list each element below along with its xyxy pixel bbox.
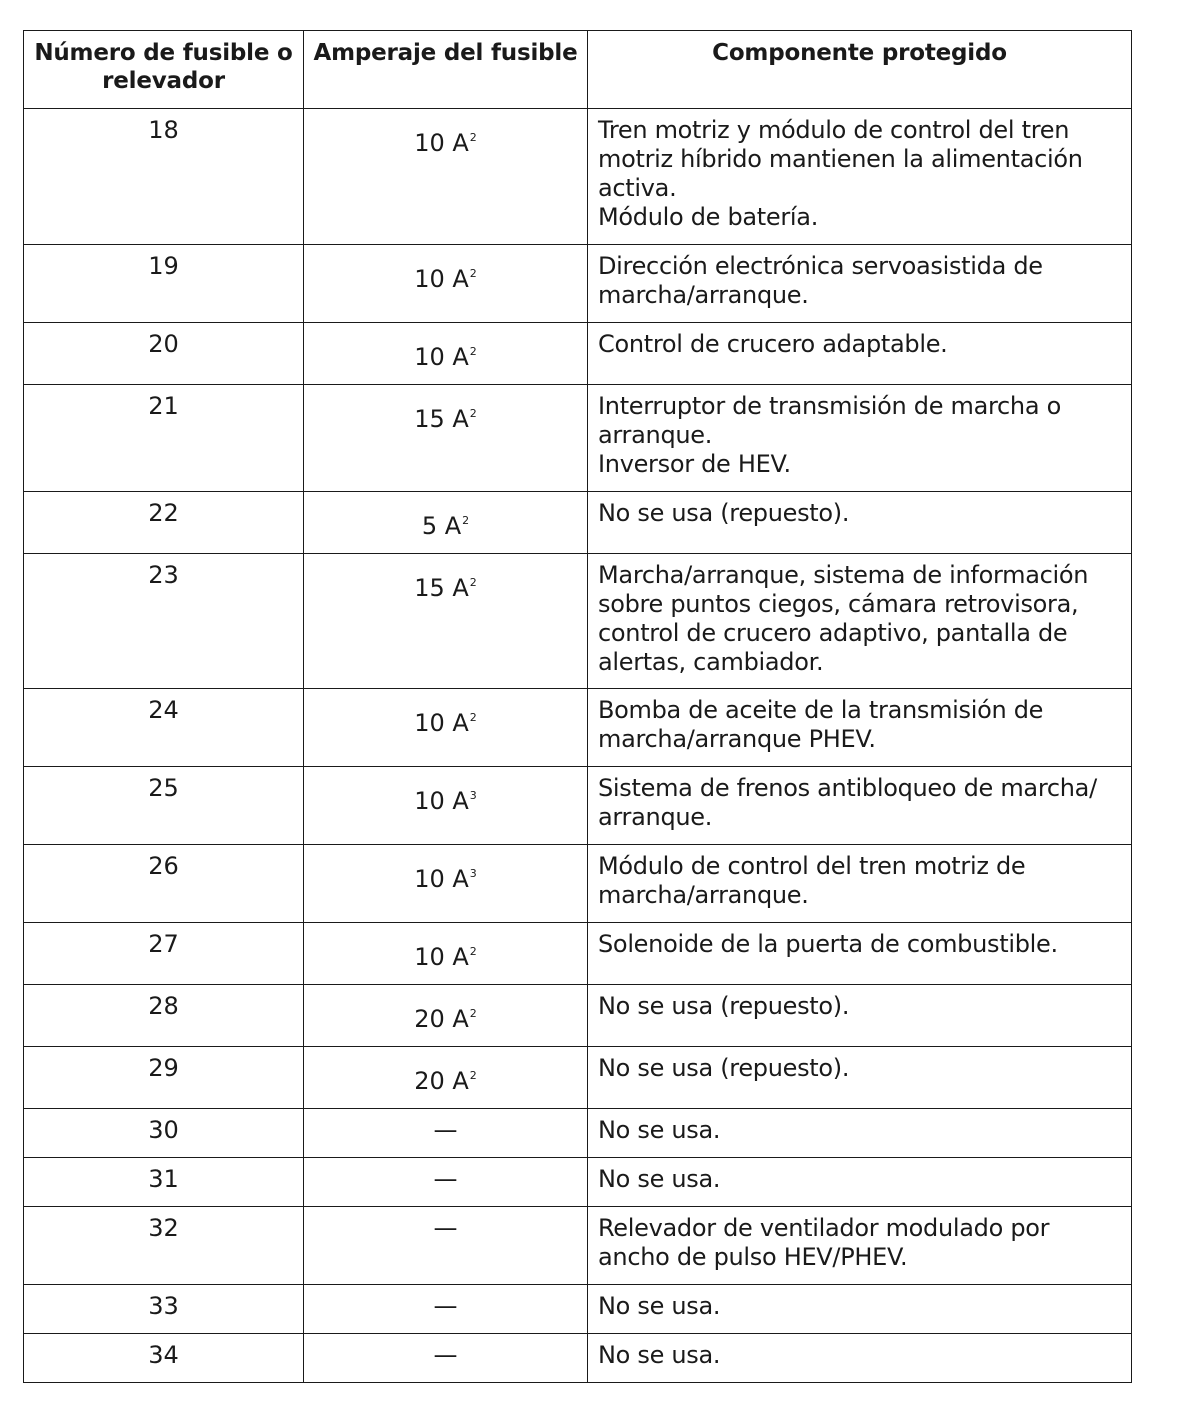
table-row — [24, 1109, 1132, 1158]
fuse-amperage-value: — — [433, 1292, 458, 1320]
table-row — [24, 1158, 1132, 1207]
protected-component-cell — [588, 1158, 1132, 1207]
protected-component-cell — [588, 245, 1132, 323]
fuse-amperage-cell — [304, 1158, 588, 1207]
table-row — [24, 1285, 1132, 1334]
fuse-number-cell: 19 — [24, 245, 304, 323]
protected-component-cell — [588, 845, 1132, 923]
fuse-number-cell: 32 — [24, 1207, 304, 1285]
fuse-amperage-cell — [304, 245, 588, 323]
fuse-amperage-value: 20 A — [414, 1005, 469, 1033]
fuse-amperage-cell — [304, 1109, 588, 1158]
header-fuse-number: Número de fusible o relevador — [24, 31, 304, 109]
footnote-marker: 2 — [469, 131, 477, 144]
fuse-amperage-value: 10 A — [414, 129, 469, 157]
fuse-amperage-value: 10 A — [414, 265, 469, 293]
fuse-amperage-value: 15 A — [414, 405, 469, 433]
component-text: Tren motriz y módulo de control del tren motriz híbrido mantienen la alimentación activa. — [598, 116, 1083, 202]
protected-component-cell — [588, 1334, 1132, 1383]
fuse-amperage-cell — [304, 1334, 588, 1383]
table-header — [24, 31, 1132, 109]
table-row — [24, 923, 1132, 985]
fuse-amperage-value: — — [433, 1214, 458, 1242]
component-text: Marcha/arranque, sistema de información sobre puntos ciegos, cámara retrovisora, control de crucero adaptivo, pantalla de alertas, cambiador. — [598, 561, 1089, 676]
footnote-marker: 2 — [469, 267, 477, 280]
table-row — [24, 767, 1132, 845]
fuse-amperage-value: 15 A — [414, 574, 469, 602]
footnote-marker: 2 — [462, 514, 470, 527]
protected-component-cell — [588, 923, 1132, 985]
component-text: No se usa. — [598, 1116, 721, 1144]
protected-component-cell — [588, 1047, 1132, 1109]
fuse-number-cell: 34 — [24, 1334, 304, 1383]
table-row — [24, 385, 1132, 492]
component-text: No se usa (repuesto). — [598, 992, 850, 1020]
fuse-table — [23, 30, 1132, 1383]
table-row — [24, 323, 1132, 385]
component-text: Control de crucero adaptable. — [598, 330, 948, 358]
table-row — [24, 109, 1132, 245]
table-row — [24, 1207, 1132, 1285]
fuse-number-cell: 18 — [24, 109, 304, 245]
component-text: Dirección electrónica servoasistida de marcha/arranque. — [598, 252, 1043, 309]
footnote-marker: 2 — [469, 1069, 477, 1082]
fuse-amperage-value: — — [433, 1116, 458, 1144]
fuse-number-cell: 28 — [24, 985, 304, 1047]
fuse-number-cell: 26 — [24, 845, 304, 923]
fuse-number-cell: 30 — [24, 1109, 304, 1158]
fuse-number-cell: 23 — [24, 554, 304, 689]
table-row — [24, 689, 1132, 767]
fuse-number-cell: 31 — [24, 1158, 304, 1207]
table-body — [24, 109, 1132, 1383]
protected-component-cell — [588, 985, 1132, 1047]
fuse-amperage-value: — — [433, 1165, 458, 1193]
component-text: No se usa. — [598, 1292, 721, 1320]
header-protected-component: Componente protegido — [588, 31, 1132, 109]
fuse-amperage-cell — [304, 385, 588, 492]
fuse-amperage-cell — [304, 554, 588, 689]
fuse-amperage-value: 10 A — [414, 709, 469, 737]
fuse-amperage-cell — [304, 492, 588, 554]
footnote-marker: 2 — [469, 576, 477, 589]
fuse-amperage-cell — [304, 923, 588, 985]
protected-component-cell — [588, 1207, 1132, 1285]
table-row — [24, 1047, 1132, 1109]
fuse-number-cell: 22 — [24, 492, 304, 554]
protected-component-cell — [588, 109, 1132, 245]
component-text: Interruptor de transmisión de marcha o arranque. — [598, 392, 1061, 449]
fuse-number-cell: 27 — [24, 923, 304, 985]
fuse-number-cell: 24 — [24, 689, 304, 767]
component-text: Relevador de ventilador modulado por ancho de pulso HEV/PHEV. — [598, 1214, 1050, 1271]
protected-component-cell — [588, 323, 1132, 385]
footnote-marker: 2 — [469, 407, 477, 420]
header-fuse-amperage: Amperaje del fusible — [304, 31, 588, 109]
component-text: Solenoide de la puerta de combustible. — [598, 930, 1058, 958]
component-text: No se usa (repuesto). — [598, 1054, 850, 1082]
table-row — [24, 245, 1132, 323]
fuse-amperage-cell — [304, 845, 588, 923]
fuse-amperage-value: 10 A — [414, 787, 469, 815]
component-text: No se usa. — [598, 1341, 721, 1369]
component-text: Módulo de batería. — [598, 203, 819, 231]
component-text: Inversor de HEV. — [598, 450, 791, 478]
fuse-amperage-cell — [304, 1207, 588, 1285]
component-text: No se usa (repuesto). — [598, 499, 850, 527]
protected-component-cell — [588, 554, 1132, 689]
fuse-amperage-cell — [304, 1285, 588, 1334]
fuse-amperage-value: 10 A — [414, 343, 469, 371]
fuse-amperage-cell — [304, 689, 588, 767]
protected-component-cell — [588, 492, 1132, 554]
fuse-number-cell: 21 — [24, 385, 304, 492]
fuse-number-cell: 29 — [24, 1047, 304, 1109]
component-text: Bomba de aceite de la transmisión de marcha/arranque PHEV. — [598, 696, 1044, 753]
table-row — [24, 554, 1132, 689]
table-row — [24, 492, 1132, 554]
table-row — [24, 985, 1132, 1047]
table-row — [24, 1334, 1132, 1383]
footnote-marker: 2 — [469, 1007, 477, 1020]
fuse-amperage-cell — [304, 767, 588, 845]
fuse-number-cell: 33 — [24, 1285, 304, 1334]
fuse-amperage-cell — [304, 1047, 588, 1109]
protected-component-cell — [588, 767, 1132, 845]
fuse-amperage-cell — [304, 109, 588, 245]
footnote-marker: 3 — [469, 789, 477, 802]
footnote-marker: 3 — [469, 867, 477, 880]
footnote-marker: 2 — [469, 711, 477, 724]
component-text: Sistema de frenos antibloqueo de marcha/ arranque. — [598, 774, 1097, 831]
fuse-amperage-value: 10 A — [414, 943, 469, 971]
protected-component-cell — [588, 1285, 1132, 1334]
footnote-marker: 2 — [469, 345, 477, 358]
fuse-amperage-value: — — [433, 1341, 458, 1369]
protected-component-cell — [588, 1109, 1132, 1158]
fuse-amperage-cell — [304, 323, 588, 385]
fuse-amperage-value: 5 A — [421, 512, 462, 540]
fuse-number-cell: 25 — [24, 767, 304, 845]
table-row — [24, 845, 1132, 923]
fuse-amperage-cell — [304, 985, 588, 1047]
header-row — [24, 31, 1132, 109]
fuse-amperage-value: 20 A — [414, 1067, 469, 1095]
protected-component-cell — [588, 689, 1132, 767]
component-text: No se usa. — [598, 1165, 721, 1193]
fuse-number-cell: 20 — [24, 323, 304, 385]
protected-component-cell — [588, 385, 1132, 492]
component-text: Módulo de control del tren motriz de marcha/arranque. — [598, 852, 1026, 909]
fuse-amperage-value: 10 A — [414, 865, 469, 893]
footnote-marker: 2 — [469, 945, 477, 958]
